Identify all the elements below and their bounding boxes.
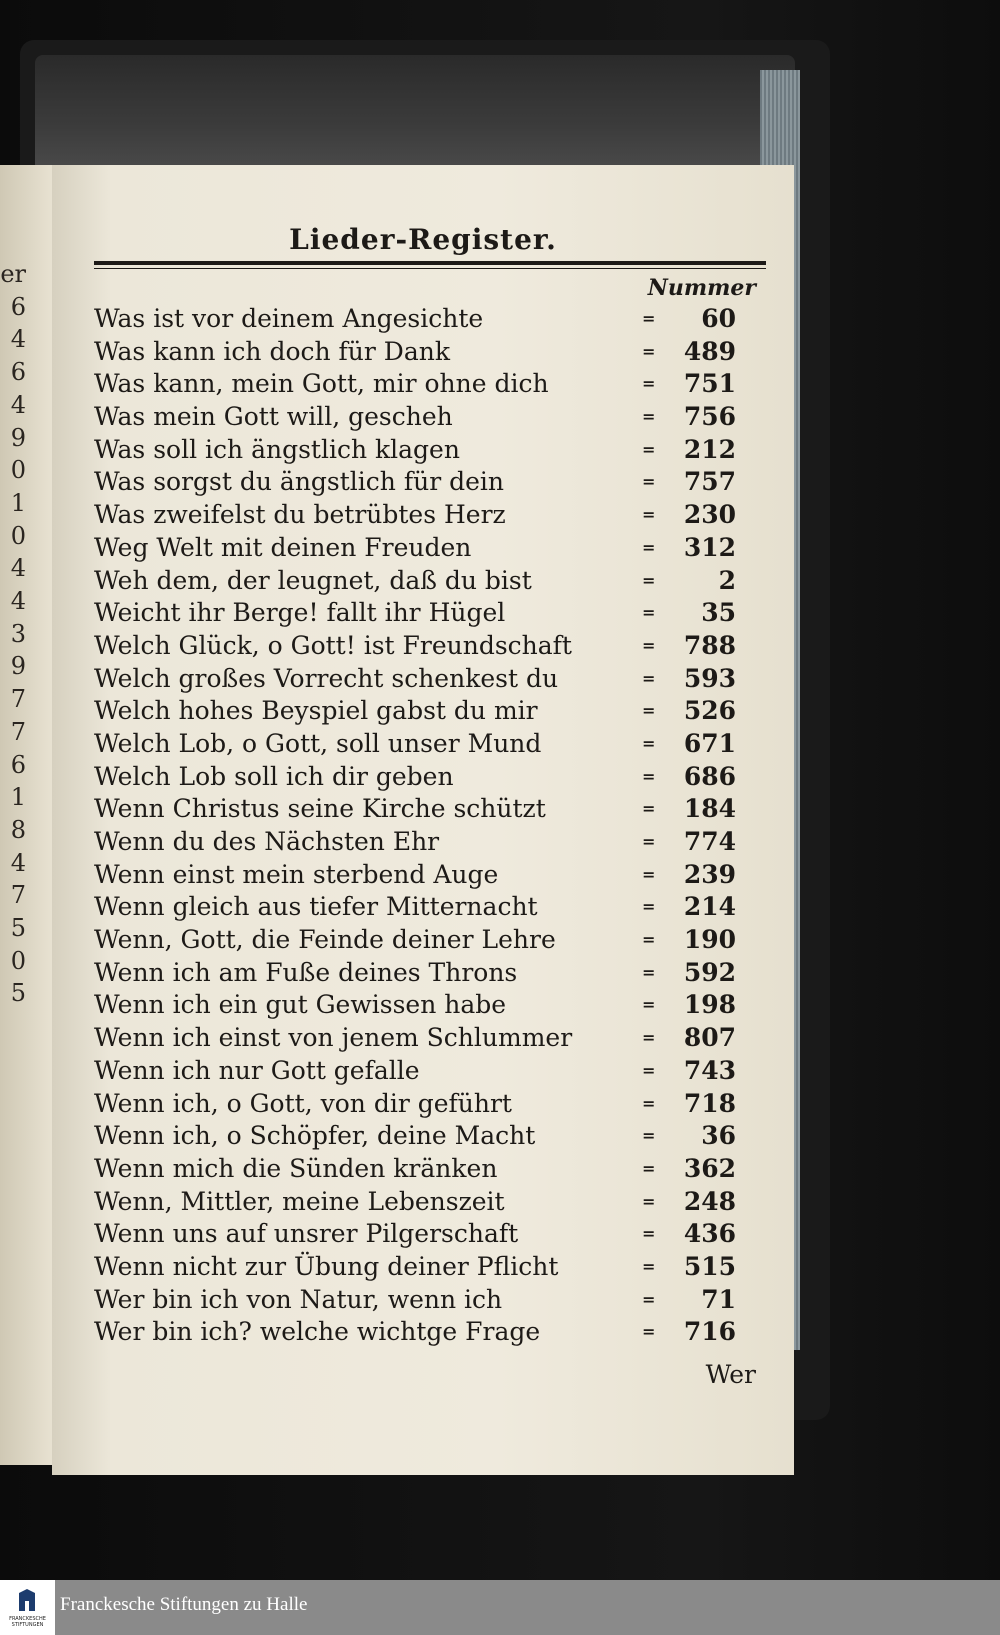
left-page-fragment: 9 bbox=[10, 423, 26, 452]
entry-number: 743 bbox=[683, 1055, 736, 1085]
left-page-fragment: 1 bbox=[10, 783, 26, 812]
entry-number: 751 bbox=[683, 369, 736, 399]
entry-leader: = bbox=[642, 1289, 656, 1309]
entry-number: 757 bbox=[683, 467, 736, 497]
title-rule-thin bbox=[94, 268, 766, 269]
register-entry bbox=[94, 1088, 774, 1121]
register-entry bbox=[94, 336, 774, 369]
entry-number: 716 bbox=[683, 1317, 736, 1347]
register-entry bbox=[94, 1055, 774, 1088]
entry-number: 71 bbox=[701, 1284, 736, 1314]
left-page-fragment: 1 bbox=[10, 488, 26, 517]
entry-title: Was soll ich ängstlich klagen bbox=[94, 434, 460, 464]
entry-title: Wenn, Gott, die Feinde deiner Lehre bbox=[94, 925, 556, 955]
register-entry bbox=[94, 859, 774, 892]
entry-number: 239 bbox=[683, 859, 736, 889]
catchword: Wer bbox=[705, 1360, 756, 1389]
entry-title: Weh dem, der leugnet, daß du bist bbox=[94, 565, 532, 595]
entry-title: Welch hohes Beyspiel gabst du mir bbox=[94, 696, 538, 726]
entry-leader: = bbox=[642, 1060, 656, 1080]
register-entry bbox=[94, 1022, 774, 1055]
entry-title: Welch Lob soll ich dir geben bbox=[94, 761, 454, 791]
left-page-fragment: 3 bbox=[10, 619, 26, 648]
entry-number: 36 bbox=[701, 1121, 736, 1151]
left-page-fragment: er bbox=[0, 260, 26, 288]
entry-number: 756 bbox=[683, 402, 736, 432]
register-entry bbox=[94, 499, 774, 532]
left-page-fragment: 7 bbox=[10, 717, 26, 746]
page-top-edge bbox=[35, 55, 795, 170]
entry-title: Wenn nicht zur Übung deiner Pflicht bbox=[94, 1251, 559, 1281]
register-entry bbox=[94, 728, 774, 761]
register-entry bbox=[94, 761, 774, 794]
entry-title: Welch Glück, o Gott! ist Freundschaft bbox=[94, 630, 572, 660]
register-entry bbox=[94, 1316, 774, 1349]
entry-number: 184 bbox=[683, 794, 736, 824]
entry-leader: = bbox=[642, 374, 656, 394]
register-entry bbox=[94, 891, 774, 924]
entry-leader: = bbox=[642, 897, 656, 917]
register-page bbox=[52, 165, 794, 1475]
entry-number: 436 bbox=[683, 1219, 736, 1249]
entry-leader: = bbox=[642, 635, 656, 655]
entry-number: 718 bbox=[683, 1088, 736, 1118]
entry-title: Was ist vor deinem Angesichte bbox=[94, 304, 484, 333]
entry-title: Wenn ich, o Schöpfer, deine Macht bbox=[94, 1121, 536, 1151]
entry-number: 312 bbox=[683, 532, 736, 562]
register-entry bbox=[94, 1186, 774, 1219]
logo-text: FRANCKESCHE STIFTUNGEN bbox=[9, 1616, 46, 1628]
register-entry bbox=[94, 597, 774, 630]
entry-title: Wenn Christus seine Kirche schützt bbox=[94, 794, 546, 824]
left-page-fragment: 9 bbox=[10, 652, 26, 681]
entry-leader: = bbox=[642, 603, 656, 623]
entry-number: 807 bbox=[683, 1023, 736, 1053]
entry-number: 489 bbox=[683, 336, 736, 366]
entry-title: Wenn einst mein sterbend Auge bbox=[94, 859, 499, 889]
register-entry bbox=[94, 663, 774, 696]
left-page-fragment: 4 bbox=[10, 848, 26, 877]
footer-bar bbox=[0, 1580, 1000, 1635]
register-entry bbox=[94, 630, 774, 663]
left-page-fragment: 6 bbox=[10, 358, 26, 387]
entry-title: Wenn gleich aus tiefer Mitternacht bbox=[94, 892, 538, 922]
register-entry bbox=[94, 1251, 774, 1284]
register-entry bbox=[94, 565, 774, 598]
entry-title: Weicht ihr Berge! fallt ihr Hügel bbox=[94, 598, 506, 628]
entry-title: Wenn ich am Fuße deines Throns bbox=[94, 957, 518, 987]
left-page-fragment: 4 bbox=[10, 325, 26, 354]
entry-number: 774 bbox=[683, 827, 736, 856]
entry-leader: = bbox=[642, 505, 656, 525]
entry-leader: = bbox=[642, 439, 656, 459]
entry-number: 248 bbox=[683, 1186, 736, 1216]
entry-title: Was kann ich doch für Dank bbox=[94, 336, 451, 366]
entry-number: 35 bbox=[701, 598, 736, 628]
entry-leader: = bbox=[642, 570, 656, 590]
left-page-fragment: 5 bbox=[10, 979, 26, 1008]
entry-title: Was mein Gott will, gescheh bbox=[94, 402, 453, 432]
entry-leader: = bbox=[642, 1191, 656, 1211]
entry-leader: = bbox=[642, 1256, 656, 1276]
register-entry bbox=[94, 793, 774, 826]
left-page-fragment: 6 bbox=[10, 750, 26, 779]
entry-leader: = bbox=[642, 930, 656, 950]
entry-leader: = bbox=[642, 1158, 656, 1178]
register-entry bbox=[94, 924, 774, 957]
entry-title: Was kann, mein Gott, mir ohne dich bbox=[94, 369, 549, 399]
entry-title: Wenn ich nur Gott gefalle bbox=[94, 1055, 420, 1085]
entry-number: 362 bbox=[683, 1153, 736, 1183]
entry-leader: = bbox=[642, 1126, 656, 1146]
left-page-fragment: 4 bbox=[10, 587, 26, 615]
entry-leader: = bbox=[642, 668, 656, 688]
left-page-fragment: 8 bbox=[10, 815, 26, 844]
entry-number: 788 bbox=[683, 630, 736, 660]
register-entry bbox=[94, 466, 774, 499]
entry-number: 515 bbox=[683, 1251, 736, 1281]
left-page-fragment: 0 bbox=[10, 456, 26, 485]
page-title: Lieder-Register. bbox=[289, 223, 557, 256]
register-entry bbox=[94, 532, 774, 565]
entry-title: Wenn mich die Sünden kränken bbox=[94, 1153, 498, 1183]
entry-leader: = bbox=[642, 701, 656, 721]
left-page-fragment: 0 bbox=[10, 946, 26, 975]
entry-leader: = bbox=[642, 995, 656, 1015]
left-page-fragment: 7 bbox=[10, 881, 26, 910]
left-page-fragment: 7 bbox=[10, 685, 26, 714]
left-page-fragment: 5 bbox=[10, 914, 26, 942]
entry-leader: = bbox=[642, 864, 656, 884]
register-entry bbox=[94, 1218, 774, 1251]
left-page-fragment: 0 bbox=[10, 521, 26, 550]
entry-leader: = bbox=[642, 472, 656, 492]
register-entry bbox=[94, 695, 774, 728]
entry-leader: = bbox=[642, 1093, 656, 1113]
entry-number: 60 bbox=[701, 304, 736, 333]
register-entry bbox=[94, 303, 774, 336]
register-entry bbox=[94, 1120, 774, 1153]
entry-title: Weg Welt mit deinen Freuden bbox=[94, 532, 472, 562]
entry-title: Wenn du des Nächsten Ehr bbox=[94, 827, 440, 856]
entry-title: Wenn ich ein gut Gewissen habe bbox=[94, 990, 507, 1020]
entry-title: Welch großes Vorrecht schenkest du bbox=[94, 663, 559, 693]
entry-number: 190 bbox=[683, 925, 736, 955]
entry-leader: = bbox=[642, 1322, 656, 1342]
entry-leader: = bbox=[642, 799, 656, 819]
column-header-number: Nummer bbox=[647, 275, 756, 301]
entry-title: Wer bin ich von Natur, wenn ich bbox=[94, 1284, 503, 1314]
title-rule bbox=[94, 261, 766, 265]
entry-title: Wer bin ich? welche wichtge Frage bbox=[94, 1317, 541, 1347]
entry-title: Was zweifelst du betrübtes Herz bbox=[94, 500, 506, 530]
footer-label: Franckesche Stiftungen zu Halle bbox=[60, 1594, 308, 1615]
register-entry bbox=[94, 1284, 774, 1317]
register-entry bbox=[94, 401, 774, 434]
register-entry bbox=[94, 989, 774, 1022]
entry-title: Wenn uns auf unsrer Pilgerschaft bbox=[94, 1219, 519, 1249]
entry-leader: = bbox=[642, 766, 656, 786]
entry-title: Wenn, Mittler, meine Lebenszeit bbox=[94, 1186, 505, 1216]
entry-leader: = bbox=[642, 962, 656, 982]
entry-leader: = bbox=[642, 832, 656, 851]
entry-leader: = bbox=[642, 537, 656, 557]
entry-leader: = bbox=[642, 1224, 656, 1244]
entry-number: 198 bbox=[683, 990, 736, 1020]
register-entry bbox=[94, 368, 774, 401]
entry-number: 593 bbox=[683, 663, 736, 693]
entry-number: 671 bbox=[683, 728, 736, 758]
entry-title: Was sorgst du ängstlich für dein bbox=[94, 467, 504, 497]
register-entry bbox=[94, 434, 774, 467]
register-entries bbox=[94, 303, 774, 1349]
entry-leader: = bbox=[642, 733, 656, 753]
entry-leader: = bbox=[642, 309, 656, 328]
entry-leader: = bbox=[642, 341, 656, 361]
entry-number: 230 bbox=[683, 500, 736, 530]
register-entry bbox=[94, 957, 774, 990]
entry-number: 592 bbox=[683, 957, 736, 987]
logo-emblem-icon bbox=[19, 1589, 35, 1611]
left-page-fragment: 4 bbox=[10, 390, 26, 419]
entry-title: Wenn ich einst von jenem Schlummer bbox=[94, 1023, 573, 1053]
entry-leader: = bbox=[642, 1028, 656, 1048]
entry-number: 212 bbox=[683, 434, 736, 464]
entry-number: 686 bbox=[683, 761, 736, 791]
left-page-fragment: 4 bbox=[10, 554, 26, 583]
left-page-fragment: 6 bbox=[10, 292, 26, 321]
institution-logo bbox=[0, 1580, 55, 1635]
register-entry bbox=[94, 1153, 774, 1186]
entry-leader: = bbox=[642, 407, 656, 427]
entry-number: 526 bbox=[683, 696, 736, 726]
entry-title: Welch Lob, o Gott, soll unser Mund bbox=[94, 728, 542, 758]
entry-title: Wenn ich, o Gott, von dir geführt bbox=[94, 1088, 512, 1118]
entry-number: 2 bbox=[718, 565, 736, 595]
entry-number: 214 bbox=[683, 892, 736, 922]
left-page-edge bbox=[0, 165, 55, 1465]
register-entry bbox=[94, 826, 774, 859]
